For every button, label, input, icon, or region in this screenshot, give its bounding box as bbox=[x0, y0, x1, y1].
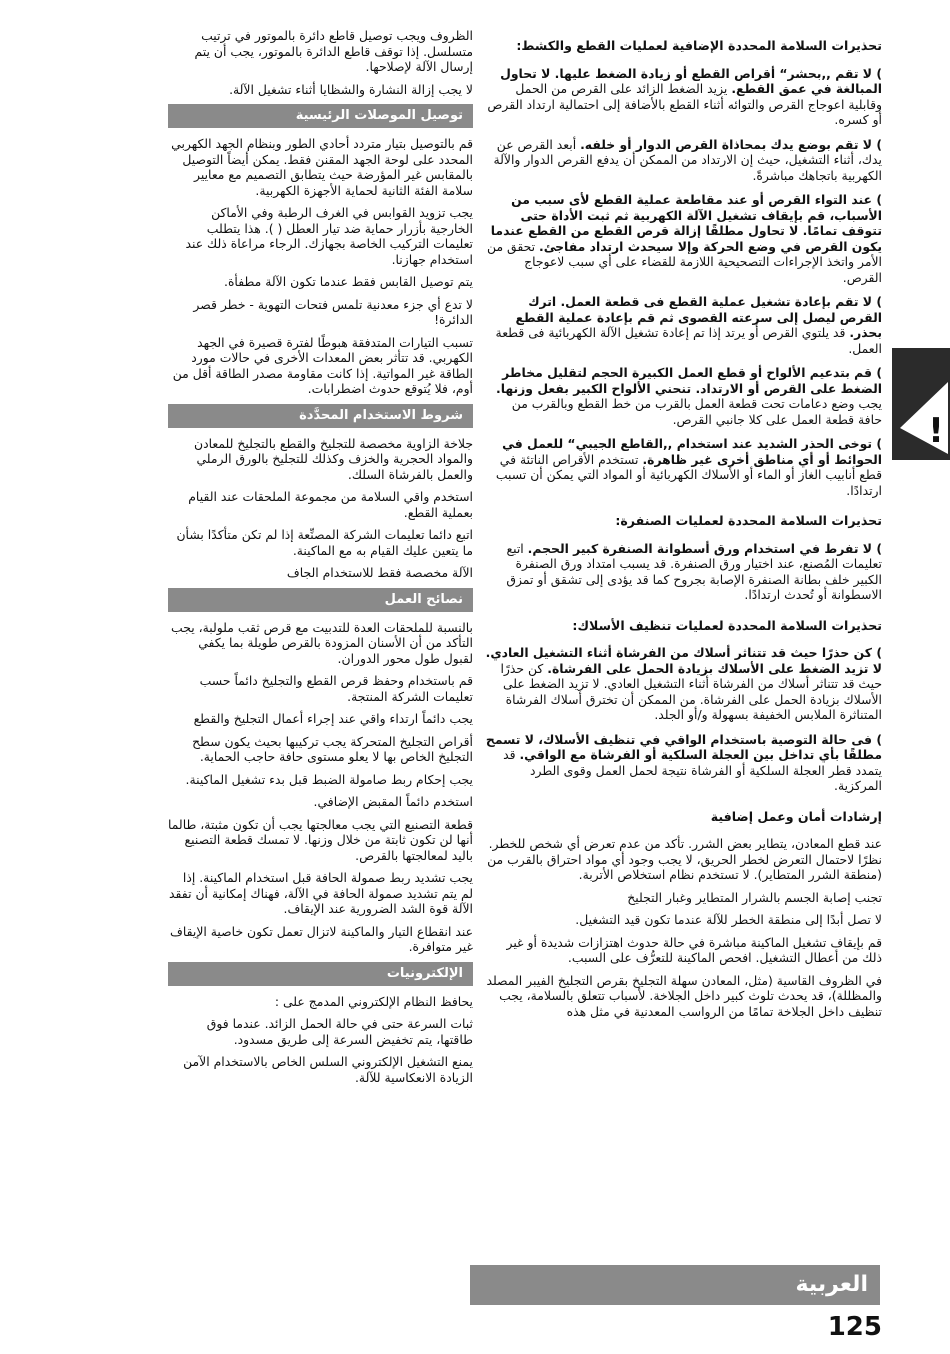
paragraph: يمنع التشغيل الإلكتروني السلس الخاص بالاستخدام الآمن الزيادة الانعكاسية للآلة. bbox=[183, 1054, 473, 1085]
page-number: 125 bbox=[827, 1312, 882, 1342]
paragraph bbox=[484, 365, 882, 427]
section-header-electronics: الإلكترونيات bbox=[168, 962, 473, 986]
section-header-mains-connection: توصيل الموصلات الرئيسية bbox=[168, 104, 473, 128]
bold-text: ) كن حذرًا حيث قد تتناثر أسلاك من الفرشاة أثناء التشغيل العادي. لا تزيد الضغط على الأسلاك بزيادة الحمل على الفرشاة. bbox=[485, 645, 882, 676]
paragraph bbox=[484, 436, 882, 498]
bold-text: ) لا تفرط في استخدام ورق أسطوانة الصنفرة كبير الحجم. bbox=[527, 540, 882, 556]
paragraph: قم باستخدام وحفظ قرص القطع والتجليخ دائماً حسب تعليمات الشركة المنتجة. bbox=[199, 673, 473, 704]
paragraph bbox=[484, 732, 882, 794]
paragraph: ثبات السرعة حتى في حالة الحمل الزائد. عندما فوق طاقتها، يتم تخفيض السرعة إلى طريق مسدود. bbox=[206, 1016, 473, 1047]
right-column bbox=[484, 28, 882, 1286]
body-text: اتبع تعليمات المُصنع، عند اختيار ورق الصنفرة. قد يسبب امتداد ورق الصنفرة الكبير خلف بطانة الصنفرة الإصابة بجروح كما قد يؤدى إلى تشقق أو تمزق الاسطوانة أو تُحدث ارتدادًا. bbox=[506, 540, 882, 602]
warning-tab bbox=[892, 348, 950, 460]
body-text: قد يلتوي القرص أو يرتد إذا تم إعادة تشغيل الآلة الكهربائية فى قطعة العمل. bbox=[495, 325, 882, 356]
paragraph: أقراص التجليخ المتحركة يجب تركيبها بحيث يكون سطح التجليخ الخاص بها لا يعلو مستوى حافة حاجب الحماية. bbox=[192, 733, 473, 764]
paragraph: يجب دائماً ارتداء واقي عند إجراء أعمال التجليخ والقطع bbox=[193, 711, 473, 726]
bold-text: ) توخى الحذر الشديد عند استخدام ,,القاطع الجيبي“ للعمل في الحوائط أو أي مناطق أخرى غير ظاهرة. bbox=[502, 436, 882, 467]
paragraph: في الظروف القاسية (مثل، المعادن سهلة التجليخ بقرص التجليخ الفيبر المصلد والمظللة)، قد يحدث تلوث كبير داخل الجلاخة. لأسباب تتعلق بالسلامة، يجب تنظيف داخل الجلاخة تمامًا من الرواسب المعدنية في مثل هذه bbox=[486, 972, 882, 1019]
paragraph: عند انقطاع التيار والماكينة لاتزال تعمل تكون خاصية الإيقاف غير متوافرة. bbox=[170, 923, 473, 954]
bold-text: ) فى حالة التوصية باستخدام الواقي في تنظيف الأسلاك، لا تسمح مطلقًا بأي تداخل بين العجلة السلكية أو الفرشاة مع الواقي. bbox=[485, 731, 882, 762]
bold-text: ) لا تقم بوضع يدك بمحاذاة القرص الدوار أو خلفه. bbox=[580, 136, 882, 152]
paragraph: يتم توصيل القابس فقط عندما تكون الآلة مطفأة. bbox=[224, 274, 473, 289]
paragraph: لا يجب إزالة النشارة والشظايا أثناء تشغيل الآلة. bbox=[229, 81, 473, 97]
body-text: تحقق من الأمر واتخذ الإجراءات التصحيحية اللازمة للقضاء على أي سبب لاعوجاج القرص. bbox=[487, 238, 882, 285]
paragraph: يجب تزويد القوابس في الغرف الرطبة وفي الأماكن الخارجية بأزرار حماية ضد تيار العطل ( ). هذا يتطلب تعليمات التركيب الخاصة بجهازك. الرجاء مراعاة ذلك عند استخدام جهازنا. bbox=[185, 205, 473, 267]
heading-wire-brush-safety: تحذيرات السلامة المحددة لعمليات تنظيف الأسلاك: bbox=[572, 617, 882, 633]
heading-sanding-safety: تحذيرات السلامة المحددة لعمليات الصنفرة: bbox=[615, 513, 882, 528]
paragraph: قم بإيقاف تشغيل الماكينة مباشرة في حالة حدوث اهتزازات شديدة أو غير ذلك من أعطال التشغيل. افحص الماكينة للتعرُّف على السبب. bbox=[506, 934, 882, 965]
paragraph: جلاخة الزاوية مخصصة للتجليخ والقطع بالتجليخ للمعادن والمواد الحجرية والخزف وكذلك للتجليخ بالورق الرملي والعمل بالفرشاة السلك. bbox=[194, 435, 473, 482]
body-text: قد يتمدد قطر العجلة السلكية أو الفرشاة نتيجة لحمل العمل وقوى الطرد المركزية. bbox=[503, 747, 882, 793]
warning-symbol: ! bbox=[928, 411, 944, 451]
section-header-intended-use: شروط الاستخدام المحدَّدة bbox=[168, 404, 473, 428]
paragraph: لا تدع أي جزء معدنية تلمس فتحات التهوية - خطر قصر الدائرة! bbox=[193, 296, 473, 327]
paragraph: تسبب التيارات المتدفقة هبوطًا لفترة قصيرة في الجهد الكهربي. قد تتأثر بعض المعدات الأخرى في حالات مورد الطاقة غير المواتية. إذا كانت مقاومة مصدر الطاقة أقل من أوم، فلا يُتوقع حدوث اضطرابات. bbox=[172, 334, 473, 396]
paragraph bbox=[484, 192, 882, 285]
paragraph: تجنب إصابة الجسم بالشرار المتطاير وغبار التجليخ bbox=[627, 889, 882, 905]
paragraph: الآلة مخصصة فقط للاستخدام الجاف bbox=[286, 565, 473, 580]
paragraph: اتبع دائما تعليمات الشركة المصنِّعة إذا لم تكن متأكدًا بشأن ما يتعين عليك القيام به مع الماكينة. bbox=[176, 527, 473, 558]
paragraph bbox=[484, 66, 882, 128]
paragraph bbox=[484, 137, 882, 184]
language-bar: العربية bbox=[470, 1265, 880, 1305]
bold-text: ) عند التواء القرص أو عند مقاطعة عملية القطع لأى سبب من الأسباب، قم بإيقاف تشغيل الآلة الكهربية ثم ثبت الأداة حتى تتوقف تمامًا. لا تحاول مطلقًا إزالة قرص القطع من القطع عندما يكون القرص في وضع الحركة وإلا سيحدث ارتداد مفاجئ. bbox=[490, 192, 882, 254]
paragraph: استخدم دائماً المقبض الإضافي. bbox=[313, 794, 473, 809]
section-header-working-tips: نصائح العمل bbox=[168, 588, 473, 612]
heading-additional-instructions: إرشادات أمان وعمل إضافية bbox=[710, 808, 882, 824]
left-column bbox=[168, 28, 473, 1286]
paragraph bbox=[484, 541, 882, 603]
paragraph bbox=[484, 645, 882, 723]
heading-cutting-safety: تحذيرات السلامة المحددة الإضافية لعمليات القطع والكشط: bbox=[516, 38, 882, 53]
paragraph: عند قطع المعادن، يتطاير بعض الشرر. تأكد من عدم تعرض أي شخص للخطر. نظرًا لاحتمال التعرض لخطر الحريق، لا يجب وجود أي مواد احتراق بالقرب من (منطقة الشرر المتطاير). لا تستخدم نظام استخلاص الأتربة. bbox=[487, 836, 882, 882]
paragraph bbox=[484, 294, 882, 356]
paragraph: يجب تشديد ربط صمولة الحافة قبل استخدام الماكينة. إذا لم يتم تشديد صمولة الحافة في الآلة، فهناك إمكانية أن تفقد الآلة قوة الشد الضرورية عند الإيقاف. bbox=[169, 870, 473, 916]
paragraph: قم بالتوصيل بتيار متردد أحادي الطور وبنظام الجهد الكهربي المحدد على لوحة الجهد المقنن فقط. يمكن أيضاً التوصيل بالمقابس غير المؤرضة حيث يتطابق التصميم مع معايير سلامة الفئة الثانية لحماية الأجهزة الكهربية. bbox=[171, 136, 473, 198]
body-text: أبعد القرص عن يدك، أثناء التشغيل، حيث إن الارتداد من الممكن أن يدفع القرص الدوار والآلة الكهربية باتجاهك مباشرةً. bbox=[493, 136, 882, 183]
paragraph: بالنسبة للملحقات العدة للتدبيت مع قرص ثقب ملولبة، يجب التأكد من أن الأسنان المزودة بالقرص طويلة بما يكفي لقبول طول محور الدوران. bbox=[171, 619, 473, 666]
paragraph: لا تصل أبدًا إلى منطقة الخطر للآلة عندما تكون قيد التشغيل. bbox=[575, 912, 882, 927]
paragraph: قطعة التصنيع التي يجب معالجتها يجب أن تكون مثبتة، طالما أنها لن تكون ثابتة من خلال وزنها. لا تمسك قطعة التصنيع باليد لمعالجتها بالقرص. bbox=[168, 816, 473, 863]
paragraph: استخدم واقي السلامة من مجموعة الملحقات عند القيام بعملية القطع. bbox=[188, 489, 473, 520]
bold-text: ) لا تقم ,,بحشر“ أقراص القطع أو زيادة الضغط عليها. لا تحاول المبالغة في عمق القطع. bbox=[500, 65, 882, 96]
body-text: يجب وضع دعامات تحت قطعة العمل بالقرب من خط القطع وبالقرب من حافة قطعة العمل على كلا جانبي القرص. bbox=[511, 396, 882, 427]
body-text: كن حذرًا حيث قد تتناثر أسلاك من الفرشاة أثناء التشغيل العادي. لا تزيد الضغط على الأسلاك بزيادة الحمل على الفرشاة. من الممكن أن تخترق أسلاك الفرشاة المتناثرة الملابس الخفيفة بسهولة و/أو الجلد. bbox=[500, 660, 882, 722]
paragraph: الظروف ويجب توصيل قاطع دائرة بالموتور في ترتيب متسلسل. إذا توقف قاطع الدائرة بالموتور، يجب أن يتم إرسال الآلة لإصلاحها. bbox=[194, 28, 473, 74]
body-text: يزيد الضغط الزائد على القرص من الحمل وقابلية اعوجاج القرص والتوائه أثناء القطع بالأضافة إلى احتمالية ارتداد القرص أو كسره. bbox=[487, 81, 882, 127]
bold-text: ) قم بتدعيم الألواح أو قطع العمل الكبيرة الحجم لتقليل مخاطر الضغط على القرص أو الارتداد. تنحني الألواح الكبير بفعل وزنها. bbox=[495, 365, 882, 396]
bold-text: ) لا تقم بإعادة تشغيل عملية القطع فى قطعة العمل. اترك القرص ليصل إلى سرعته القصوى ثم قم بإعادة عملية القطع بحذر. bbox=[515, 294, 882, 340]
paragraph: يجب إحكام ربط صامولة الضبط قبل بدء تشغيل الماكينة. bbox=[185, 771, 473, 787]
paragraph: يحافظ النظام الإلكتروني المدمج على : bbox=[274, 993, 473, 1009]
exclamation-warning-icon bbox=[892, 348, 950, 460]
body-text: تستخدم الأقراص الناتئة في قطع أنابيب الغاز أو الماء أو الأسلاك الكهربائية أو المواد التي يمكن أن تسبب ارتدادًا. bbox=[495, 451, 882, 498]
